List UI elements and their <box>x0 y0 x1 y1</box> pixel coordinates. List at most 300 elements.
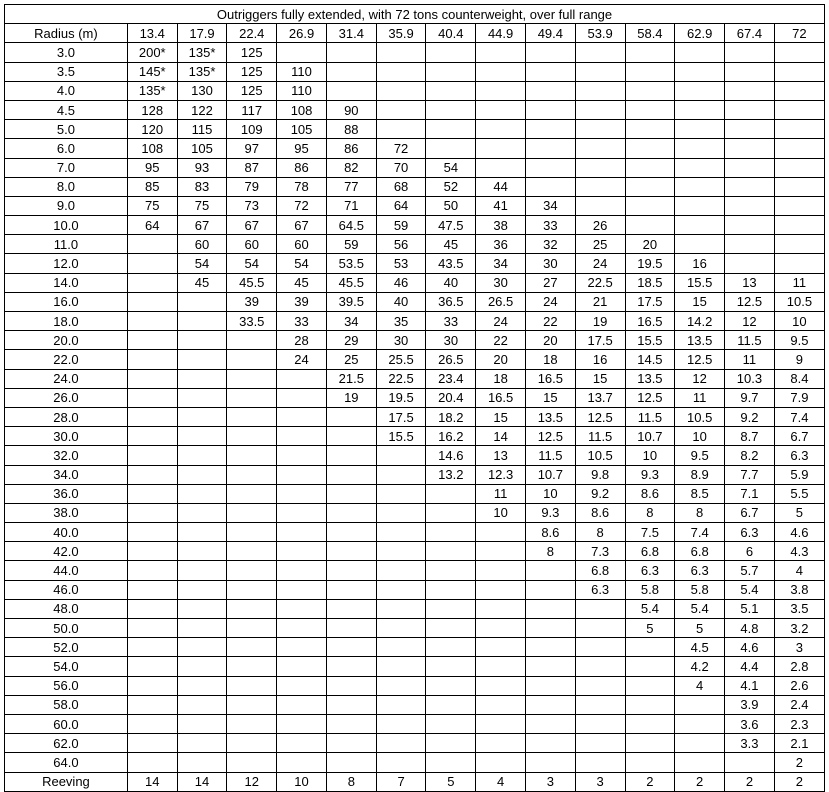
capacity-cell <box>127 561 177 580</box>
capacity-cell <box>525 158 575 177</box>
reeving-value: 3 <box>525 772 575 791</box>
capacity-cell: 45.5 <box>227 273 277 292</box>
table-row <box>5 139 825 158</box>
table-title-row <box>5 5 825 24</box>
capacity-cell <box>277 484 327 503</box>
capacity-cell: 13.5 <box>675 331 725 350</box>
capacity-cell <box>675 177 725 196</box>
capacity-cell: 54 <box>277 254 327 273</box>
radius-cell: 22.0 <box>5 350 128 369</box>
capacity-cell <box>177 388 227 407</box>
capacity-cell <box>426 676 476 695</box>
capacity-cell: 21.5 <box>326 369 376 388</box>
capacity-cell: 29 <box>326 331 376 350</box>
capacity-cell: 82 <box>326 158 376 177</box>
capacity-cell: 24 <box>525 292 575 311</box>
capacity-cell <box>575 599 625 618</box>
capacity-cell <box>476 714 526 733</box>
capacity-cell: 19.5 <box>625 254 675 273</box>
capacity-cell <box>277 43 327 62</box>
capacity-cell: 24 <box>476 312 526 331</box>
capacity-cell: 56 <box>376 235 426 254</box>
capacity-cell <box>575 100 625 119</box>
capacity-cell <box>675 43 725 62</box>
capacity-cell: 12.5 <box>575 407 625 426</box>
capacity-cell: 54 <box>426 158 476 177</box>
capacity-cell: 30 <box>426 331 476 350</box>
capacity-cell: 9.8 <box>575 465 625 484</box>
capacity-cell <box>725 216 775 235</box>
capacity-cell <box>177 657 227 676</box>
capacity-cell <box>227 369 277 388</box>
capacity-cell <box>476 657 526 676</box>
capacity-cell <box>625 657 675 676</box>
capacity-cell: 22.5 <box>575 273 625 292</box>
radius-cell: 60.0 <box>5 714 128 733</box>
capacity-cell: 109 <box>227 120 277 139</box>
reeving-value: 4 <box>476 772 526 791</box>
capacity-cell: 12 <box>675 369 725 388</box>
page-title: Outriggers fully extended, with 72 tons counterweight, over full range <box>5 5 825 24</box>
table-row <box>5 100 825 119</box>
capacity-cell: 19 <box>575 312 625 331</box>
capacity-cell <box>625 139 675 158</box>
capacity-cell <box>575 43 625 62</box>
capacity-cell: 7.1 <box>725 484 775 503</box>
capacity-cell <box>326 561 376 580</box>
capacity-cell <box>177 407 227 426</box>
capacity-cell: 10.5 <box>774 292 824 311</box>
radius-cell: 58.0 <box>5 695 128 714</box>
capacity-cell: 20 <box>476 350 526 369</box>
capacity-cell <box>127 388 177 407</box>
radius-cell: 42.0 <box>5 542 128 561</box>
capacity-cell <box>476 619 526 638</box>
capacity-cell <box>525 714 575 733</box>
capacity-cell: 33 <box>277 312 327 331</box>
capacity-cell <box>326 638 376 657</box>
capacity-cell <box>177 427 227 446</box>
capacity-cell: 45 <box>277 273 327 292</box>
column-header-boom-length: 40.4 <box>426 24 476 43</box>
capacity-cell: 8.7 <box>725 427 775 446</box>
capacity-cell: 30 <box>476 273 526 292</box>
capacity-cell: 67 <box>227 216 277 235</box>
capacity-cell: 75 <box>177 196 227 215</box>
column-header-boom-length: 72 <box>774 24 824 43</box>
capacity-cell: 67 <box>277 216 327 235</box>
column-header-boom-length: 53.9 <box>575 24 625 43</box>
capacity-cell <box>525 100 575 119</box>
capacity-cell <box>376 695 426 714</box>
capacity-cell: 2 <box>774 753 824 772</box>
capacity-cell <box>476 561 526 580</box>
capacity-cell <box>575 177 625 196</box>
radius-cell: 54.0 <box>5 657 128 676</box>
radius-cell: 10.0 <box>5 216 128 235</box>
capacity-cell <box>127 753 177 772</box>
capacity-cell: 16.5 <box>476 388 526 407</box>
capacity-cell: 135* <box>127 81 177 100</box>
capacity-cell <box>376 465 426 484</box>
capacity-cell <box>177 465 227 484</box>
capacity-cell: 18 <box>525 350 575 369</box>
capacity-cell: 130 <box>177 81 227 100</box>
capacity-cell: 45 <box>426 235 476 254</box>
capacity-cell <box>277 734 327 753</box>
capacity-cell: 15.5 <box>675 273 725 292</box>
capacity-cell: 64 <box>376 196 426 215</box>
capacity-cell <box>774 62 824 81</box>
radius-cell: 50.0 <box>5 619 128 638</box>
capacity-cell: 19 <box>326 388 376 407</box>
capacity-cell <box>227 561 277 580</box>
reeving-label: Reeving <box>5 772 128 791</box>
radius-cell: 6.0 <box>5 139 128 158</box>
capacity-cell <box>625 695 675 714</box>
capacity-cell: 71 <box>326 196 376 215</box>
capacity-cell: 23.4 <box>426 369 476 388</box>
capacity-cell <box>326 407 376 426</box>
capacity-cell <box>774 120 824 139</box>
capacity-cell <box>227 407 277 426</box>
radius-cell: 3.5 <box>5 62 128 81</box>
capacity-cell: 44 <box>476 177 526 196</box>
capacity-cell: 10 <box>774 312 824 331</box>
capacity-cell <box>575 62 625 81</box>
column-header-boom-length: 31.4 <box>326 24 376 43</box>
capacity-cell: 2.3 <box>774 714 824 733</box>
capacity-cell <box>376 676 426 695</box>
capacity-cell <box>725 100 775 119</box>
capacity-cell <box>625 100 675 119</box>
table-row <box>5 254 825 273</box>
capacity-cell: 16 <box>675 254 725 273</box>
capacity-cell <box>127 446 177 465</box>
capacity-cell <box>326 81 376 100</box>
capacity-cell: 27 <box>525 273 575 292</box>
capacity-cell: 5 <box>774 503 824 522</box>
load-capacity-table <box>4 4 825 792</box>
capacity-cell <box>525 638 575 657</box>
capacity-cell <box>127 619 177 638</box>
capacity-cell: 52 <box>426 177 476 196</box>
radius-cell: 11.0 <box>5 235 128 254</box>
capacity-cell: 4 <box>675 676 725 695</box>
capacity-cell: 68 <box>376 177 426 196</box>
capacity-cell <box>227 580 277 599</box>
table-row <box>5 561 825 580</box>
radius-cell: 46.0 <box>5 580 128 599</box>
capacity-cell: 30 <box>376 331 426 350</box>
table-row <box>5 43 825 62</box>
capacity-cell <box>575 734 625 753</box>
radius-cell: 48.0 <box>5 599 128 618</box>
capacity-cell <box>625 676 675 695</box>
capacity-cell: 8.4 <box>774 369 824 388</box>
capacity-cell <box>625 734 675 753</box>
capacity-cell <box>575 139 625 158</box>
capacity-cell <box>227 484 277 503</box>
reeving-value: 2 <box>675 772 725 791</box>
capacity-cell <box>177 599 227 618</box>
capacity-cell <box>227 350 277 369</box>
capacity-cell: 6.8 <box>625 542 675 561</box>
capacity-cell <box>127 350 177 369</box>
capacity-cell: 10 <box>476 503 526 522</box>
reeving-value: 2 <box>625 772 675 791</box>
capacity-cell <box>127 427 177 446</box>
capacity-cell: 93 <box>177 158 227 177</box>
capacity-cell: 12.3 <box>476 465 526 484</box>
capacity-cell: 90 <box>326 100 376 119</box>
capacity-cell <box>227 599 277 618</box>
reeving-value: 12 <box>227 772 277 791</box>
capacity-cell <box>426 542 476 561</box>
capacity-cell: 95 <box>277 139 327 158</box>
capacity-cell <box>426 561 476 580</box>
capacity-cell: 4.2 <box>675 657 725 676</box>
radius-cell: 38.0 <box>5 503 128 522</box>
table-row <box>5 81 825 100</box>
capacity-cell: 53 <box>376 254 426 273</box>
capacity-cell <box>326 503 376 522</box>
capacity-cell <box>774 158 824 177</box>
capacity-cell: 54 <box>177 254 227 273</box>
capacity-cell <box>127 369 177 388</box>
capacity-cell: 15 <box>476 407 526 426</box>
capacity-cell: 7.4 <box>774 407 824 426</box>
capacity-cell: 6.7 <box>725 503 775 522</box>
capacity-cell <box>376 580 426 599</box>
capacity-cell: 110 <box>277 81 327 100</box>
capacity-cell <box>127 273 177 292</box>
capacity-cell <box>675 158 725 177</box>
capacity-cell <box>376 542 426 561</box>
reeving-value: 7 <box>376 772 426 791</box>
capacity-cell: 6.8 <box>675 542 725 561</box>
capacity-cell <box>525 561 575 580</box>
capacity-cell: 8.2 <box>725 446 775 465</box>
capacity-cell <box>326 676 376 695</box>
table-header-row <box>5 24 825 43</box>
capacity-cell: 70 <box>376 158 426 177</box>
capacity-cell <box>127 484 177 503</box>
table-row <box>5 427 825 446</box>
capacity-cell: 26.5 <box>426 350 476 369</box>
capacity-cell <box>675 695 725 714</box>
capacity-cell <box>525 62 575 81</box>
capacity-cell: 50 <box>426 196 476 215</box>
capacity-cell: 11 <box>675 388 725 407</box>
capacity-cell <box>127 714 177 733</box>
capacity-cell: 67 <box>177 216 227 235</box>
capacity-cell: 128 <box>127 100 177 119</box>
capacity-cell: 11.5 <box>525 446 575 465</box>
capacity-cell <box>725 43 775 62</box>
capacity-cell: 6.3 <box>575 580 625 599</box>
capacity-cell: 9.5 <box>774 331 824 350</box>
capacity-cell <box>127 465 177 484</box>
capacity-cell <box>426 523 476 542</box>
capacity-cell <box>774 196 824 215</box>
capacity-cell <box>625 120 675 139</box>
capacity-cell <box>675 100 725 119</box>
capacity-cell: 145* <box>127 62 177 81</box>
capacity-cell: 10.5 <box>675 407 725 426</box>
capacity-cell: 85 <box>127 177 177 196</box>
capacity-cell <box>277 599 327 618</box>
capacity-cell: 43.5 <box>426 254 476 273</box>
capacity-cell: 46 <box>376 273 426 292</box>
capacity-cell <box>675 235 725 254</box>
column-header-boom-length: 62.9 <box>675 24 725 43</box>
capacity-cell: 4.5 <box>675 638 725 657</box>
capacity-cell: 2.8 <box>774 657 824 676</box>
capacity-cell <box>326 542 376 561</box>
capacity-cell: 122 <box>177 100 227 119</box>
capacity-cell <box>476 62 526 81</box>
capacity-cell: 135* <box>177 62 227 81</box>
radius-cell: 36.0 <box>5 484 128 503</box>
capacity-cell: 15.5 <box>376 427 426 446</box>
capacity-cell: 105 <box>277 120 327 139</box>
capacity-cell <box>177 580 227 599</box>
capacity-cell <box>525 695 575 714</box>
capacity-cell <box>625 81 675 100</box>
capacity-cell: 16.2 <box>426 427 476 446</box>
capacity-cell: 105 <box>177 139 227 158</box>
capacity-cell: 72 <box>277 196 327 215</box>
radius-cell: 44.0 <box>5 561 128 580</box>
capacity-cell <box>177 561 227 580</box>
capacity-cell: 10 <box>525 484 575 503</box>
capacity-cell <box>774 177 824 196</box>
capacity-cell: 16 <box>575 350 625 369</box>
capacity-cell: 12.5 <box>675 350 725 369</box>
capacity-cell: 64.5 <box>326 216 376 235</box>
table-row <box>5 714 825 733</box>
capacity-cell: 6.7 <box>774 427 824 446</box>
table-row <box>5 196 825 215</box>
capacity-cell: 22 <box>525 312 575 331</box>
capacity-cell <box>725 254 775 273</box>
capacity-cell <box>376 62 426 81</box>
capacity-cell: 15.5 <box>625 331 675 350</box>
capacity-cell: 5 <box>625 619 675 638</box>
capacity-cell <box>326 714 376 733</box>
capacity-cell: 33.5 <box>227 312 277 331</box>
capacity-cell <box>127 580 177 599</box>
capacity-cell: 20 <box>625 235 675 254</box>
capacity-cell: 12.5 <box>725 292 775 311</box>
capacity-cell: 8.5 <box>675 484 725 503</box>
capacity-cell: 5.8 <box>675 580 725 599</box>
capacity-cell <box>227 638 277 657</box>
capacity-cell <box>525 139 575 158</box>
capacity-cell: 4 <box>774 561 824 580</box>
capacity-cell: 40 <box>426 273 476 292</box>
capacity-cell <box>525 81 575 100</box>
capacity-cell <box>227 734 277 753</box>
capacity-cell <box>625 177 675 196</box>
capacity-cell <box>376 714 426 733</box>
capacity-cell <box>426 484 476 503</box>
table-row <box>5 158 825 177</box>
capacity-cell <box>177 350 227 369</box>
capacity-cell <box>476 580 526 599</box>
capacity-cell <box>376 657 426 676</box>
capacity-cell <box>127 638 177 657</box>
capacity-cell: 11.5 <box>725 331 775 350</box>
capacity-cell: 3.9 <box>725 695 775 714</box>
reeving-value: 3 <box>575 772 625 791</box>
capacity-cell: 20.4 <box>426 388 476 407</box>
column-header-radius: Radius (m) <box>5 24 128 43</box>
table-row <box>5 177 825 196</box>
capacity-cell: 4.4 <box>725 657 775 676</box>
capacity-cell <box>774 139 824 158</box>
radius-cell: 34.0 <box>5 465 128 484</box>
table-row <box>5 407 825 426</box>
capacity-cell: 33 <box>525 216 575 235</box>
capacity-cell <box>127 331 177 350</box>
capacity-cell: 53.5 <box>326 254 376 273</box>
capacity-cell: 8 <box>525 542 575 561</box>
capacity-cell: 34 <box>326 312 376 331</box>
table-row <box>5 542 825 561</box>
capacity-cell <box>177 676 227 695</box>
table-row <box>5 619 825 638</box>
capacity-cell <box>376 81 426 100</box>
capacity-cell <box>177 695 227 714</box>
capacity-cell <box>277 714 327 733</box>
capacity-cell: 125 <box>227 43 277 62</box>
capacity-cell <box>326 484 376 503</box>
capacity-cell <box>326 695 376 714</box>
capacity-cell: 13.5 <box>625 369 675 388</box>
capacity-cell: 15 <box>675 292 725 311</box>
radius-cell: 9.0 <box>5 196 128 215</box>
capacity-cell <box>227 427 277 446</box>
capacity-cell: 9.2 <box>575 484 625 503</box>
capacity-cell: 16.5 <box>625 312 675 331</box>
capacity-cell: 3.3 <box>725 734 775 753</box>
capacity-cell <box>127 312 177 331</box>
capacity-cell <box>575 81 625 100</box>
capacity-cell <box>376 446 426 465</box>
capacity-cell <box>227 619 277 638</box>
column-header-boom-length: 35.9 <box>376 24 426 43</box>
capacity-cell: 34 <box>476 254 526 273</box>
capacity-cell <box>177 292 227 311</box>
radius-cell: 12.0 <box>5 254 128 273</box>
capacity-cell <box>625 216 675 235</box>
capacity-cell: 9.7 <box>725 388 775 407</box>
capacity-cell: 17.5 <box>376 407 426 426</box>
radius-cell: 32.0 <box>5 446 128 465</box>
capacity-cell <box>177 753 227 772</box>
capacity-cell <box>675 81 725 100</box>
capacity-cell: 54 <box>227 254 277 273</box>
capacity-cell <box>774 100 824 119</box>
capacity-cell: 125 <box>227 62 277 81</box>
capacity-cell: 83 <box>177 177 227 196</box>
capacity-cell: 88 <box>326 120 376 139</box>
capacity-cell <box>326 427 376 446</box>
capacity-cell <box>675 714 725 733</box>
capacity-cell <box>575 158 625 177</box>
